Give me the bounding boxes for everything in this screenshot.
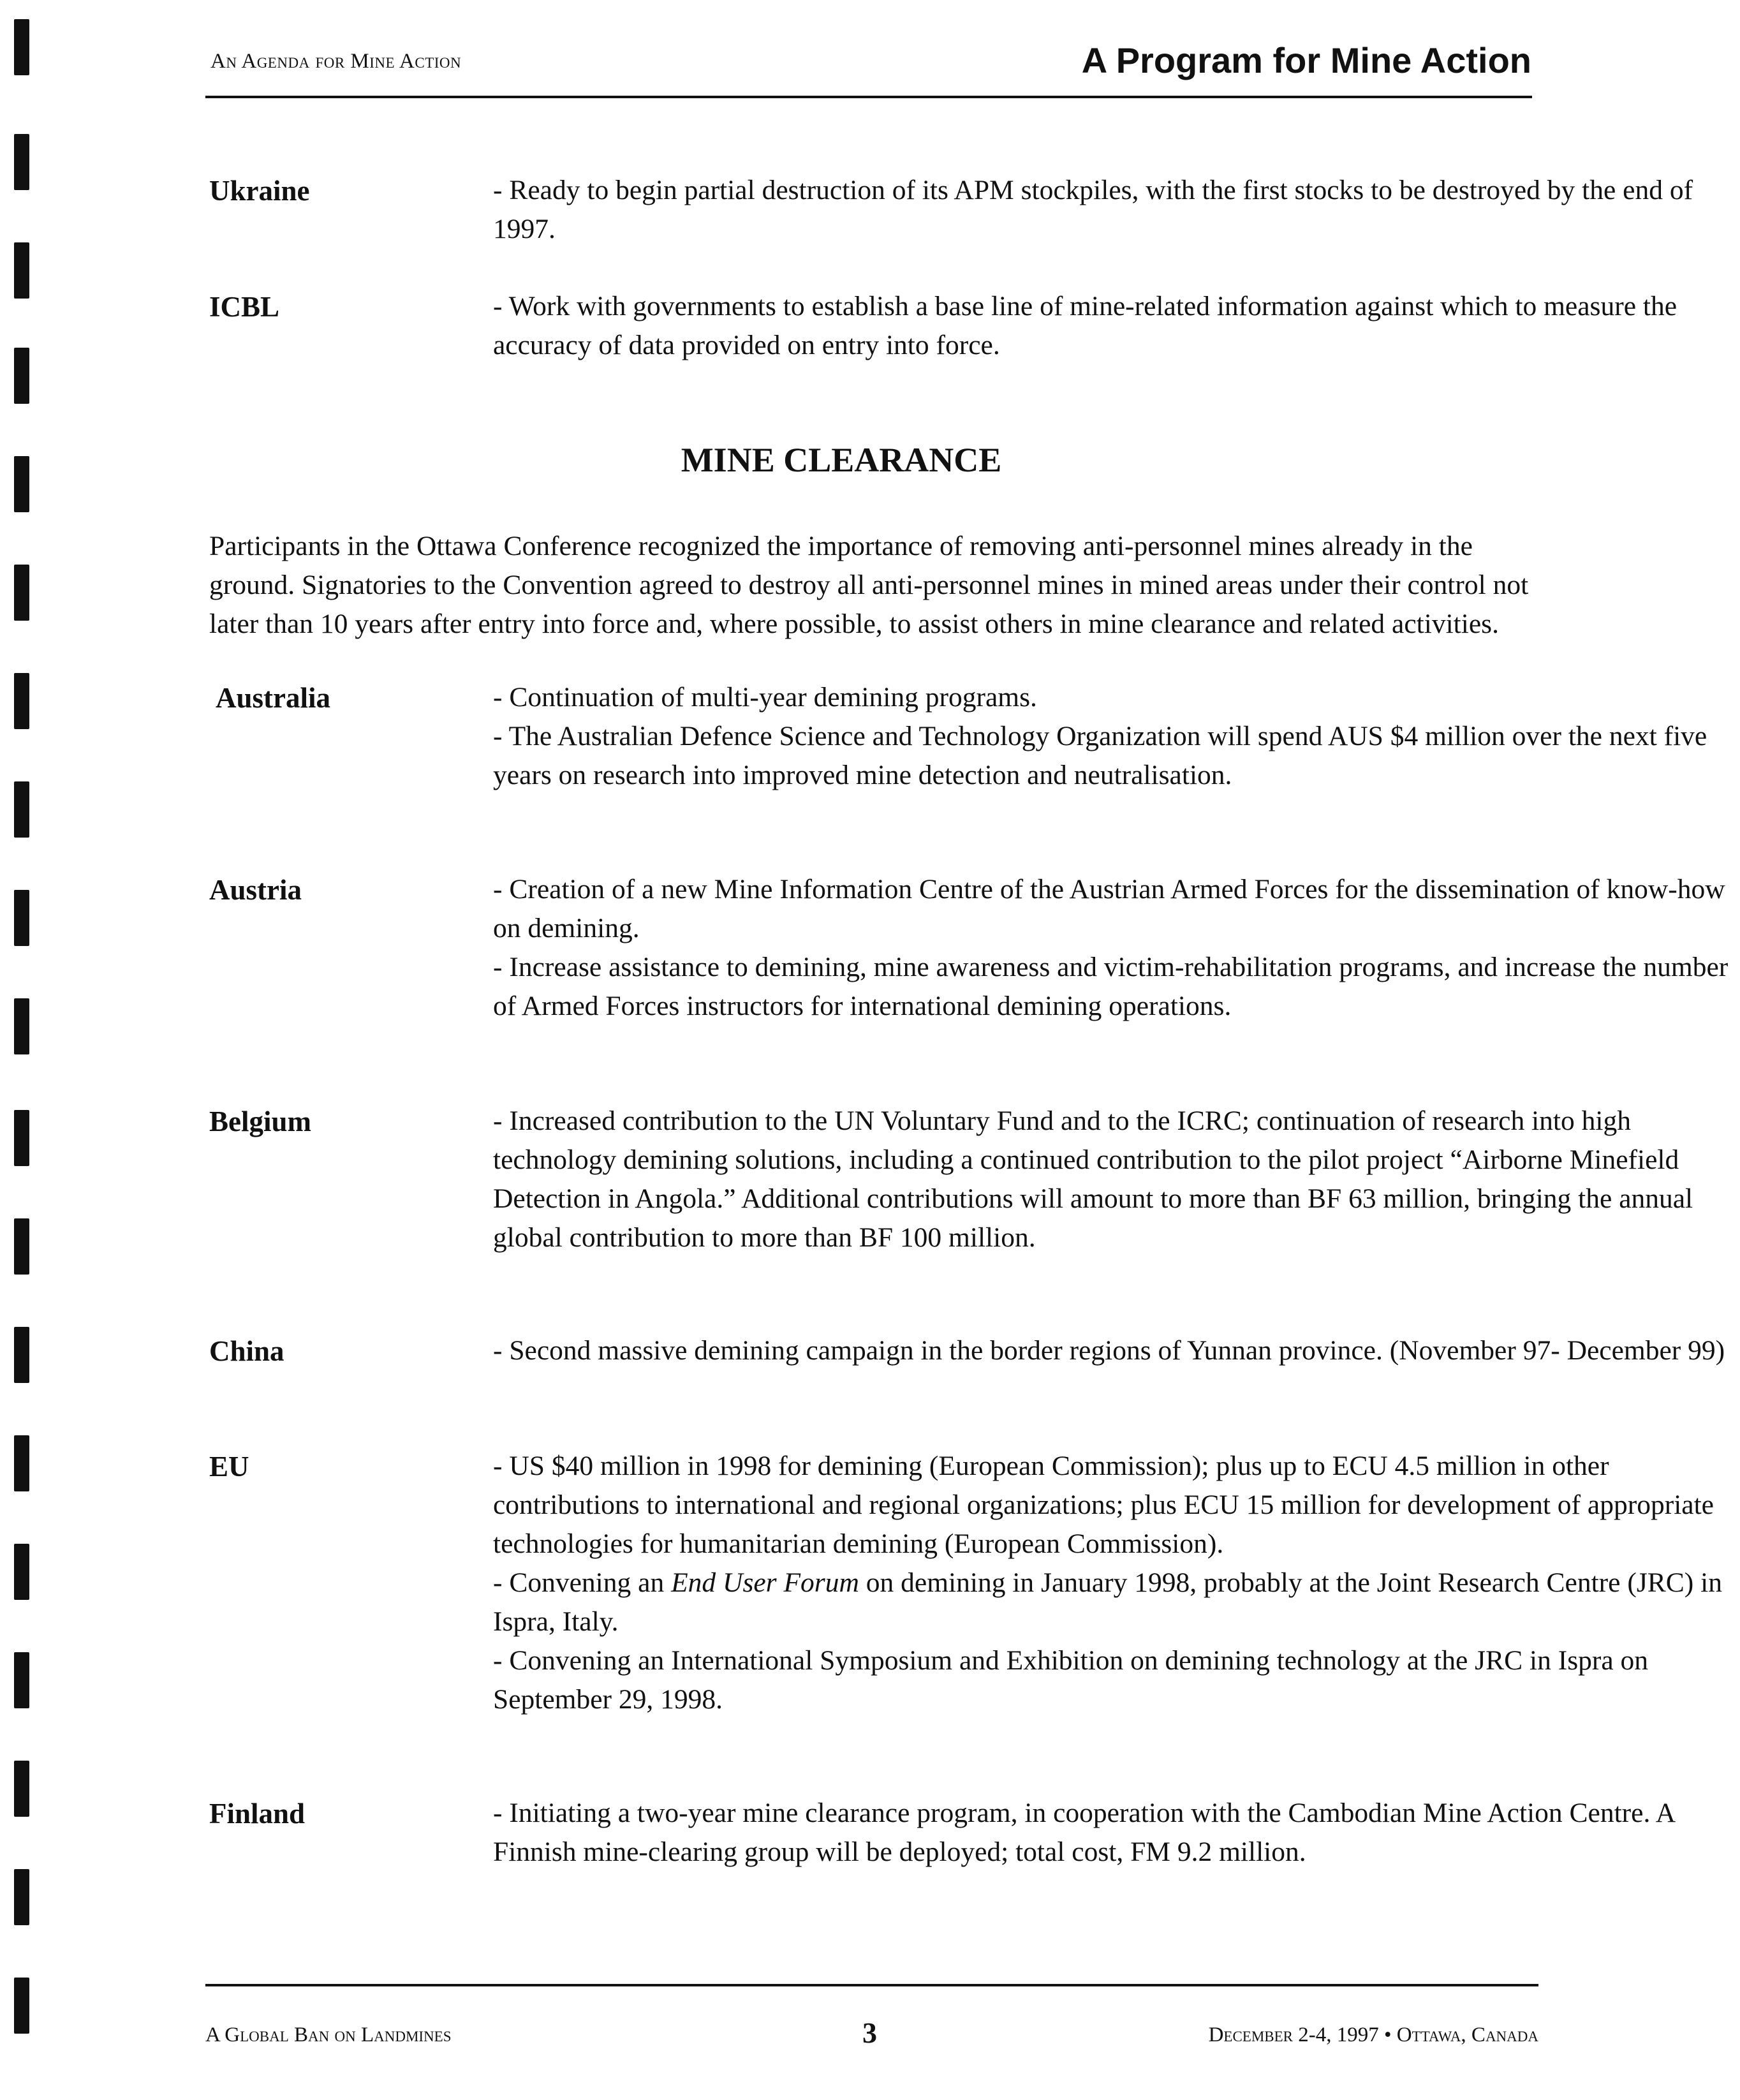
binder-hole bbox=[14, 1327, 29, 1383]
intro-paragraph: Participants in the Ottawa Conference recognized the importance of removing anti-personnel mines already in the ground. Signatories to the Convention agreed to destroy all anti-personnel mines in mined areas under their control not later than 10 years after entry into force and, where possible, to assist others in mine clearance and related activities. bbox=[209, 531, 1529, 639]
country-name: Austria bbox=[209, 874, 302, 906]
binder-hole bbox=[14, 242, 29, 299]
commitment-paragraph: - Work with governments to establish a base line of mine-related information against which to measure the accuracy of data provided on entry into force. bbox=[493, 291, 1677, 360]
italic-phrase: End User Forum bbox=[671, 1567, 859, 1598]
country-name: Ukraine bbox=[209, 175, 310, 207]
binder-hole bbox=[14, 673, 29, 729]
binder-hole bbox=[14, 1435, 29, 1491]
running-footer-right: December 2-4, 1997 • Ottawa, Canada bbox=[1208, 2023, 1538, 2046]
country-name: Belgium bbox=[209, 1105, 312, 1137]
binder-hole bbox=[14, 134, 29, 190]
binder-hole bbox=[14, 1218, 29, 1275]
binder-hole bbox=[14, 1652, 29, 1708]
running-header-left: An Agenda for Mine Action bbox=[210, 50, 462, 73]
commitment-paragraph: - Increase assistance to demining, mine awareness and victim-rehabilitation programs, and increase the number of Armed Forces instructors for international demining operations. bbox=[493, 952, 1729, 1021]
commitment-paragraph: - Second massive demining campaign in the border regions of Yunnan province. (November 97- December 99) bbox=[493, 1335, 1725, 1366]
binder-hole bbox=[14, 565, 29, 621]
binder-hole bbox=[14, 19, 29, 75]
commitment-description bbox=[493, 1331, 1740, 1370]
binder-hole bbox=[14, 890, 29, 946]
country-name: Finland bbox=[209, 1798, 306, 1830]
binder-hole bbox=[14, 1544, 29, 1600]
binder-margin bbox=[14, 0, 31, 2100]
running-footer-left: A Global Ban on Landmines bbox=[205, 2023, 452, 2046]
commitment-paragraph: - Convening an End User Forum on demining in January 1998, probably at the Joint Research Centre (JRC) in Ispra, Italy. bbox=[493, 1567, 1722, 1637]
section-heading: MINE CLEARANCE bbox=[681, 441, 1002, 479]
binder-hole bbox=[14, 1978, 29, 2034]
page-number: 3 bbox=[862, 2016, 877, 2049]
binder-hole bbox=[14, 998, 29, 1054]
country-name: ICBL bbox=[209, 291, 280, 323]
commitment-paragraph: - Creation of a new Mine Information Centre of the Austrian Armed Forces for the dissemination of know-how on demining. bbox=[493, 874, 1725, 943]
binder-hole bbox=[14, 1869, 29, 1925]
section-intro bbox=[209, 527, 1536, 644]
commitment-paragraph: - Increased contribution to the UN Voluntary Fund and to the ICRC; continuation of research into high technology demining solutions, including a continued contribution to the pilot project “Airborne Minefield Detection in Angola.” Additional contributions will amount to more than BF 63 million, bringing the annual global contribution to more than BF 100 million. bbox=[493, 1105, 1693, 1253]
commitment-paragraph: - Continuation of multi-year demining programs. bbox=[493, 682, 1037, 713]
commitment-paragraph: - Ready to begin partial destruction of its APM stockpiles, with the first stocks to be destroyed by the end of 1997. bbox=[493, 175, 1693, 244]
binder-hole bbox=[14, 781, 29, 838]
footer-divider bbox=[205, 1984, 1538, 1986]
commitment-description bbox=[493, 287, 1740, 365]
running-header-title: A Program for Mine Action bbox=[1081, 40, 1531, 80]
commitment-paragraph: - Convening an International Symposium and Exhibition on demining technology at the JRC in Ispra on September 29, 1998. bbox=[493, 1645, 1649, 1715]
commitment-description bbox=[493, 870, 1740, 1026]
binder-hole bbox=[14, 1110, 29, 1166]
commitment-paragraph: - Initiating a two-year mine clearance program, in cooperation with the Cambodian Mine Action Centre. A Finnish mine-clearing group will be deployed; total cost, FM 9.2 million. bbox=[493, 1798, 1674, 1867]
commitment-paragraph: - The Australian Defence Science and Technology Organization will spend AUS $4 million over the next five years on research into improved mine detection and neutralisation. bbox=[493, 721, 1707, 790]
country-name: China bbox=[209, 1335, 284, 1367]
commitment-description bbox=[493, 1794, 1740, 1872]
binder-hole bbox=[14, 1761, 29, 1817]
commitment-description bbox=[493, 1102, 1740, 1257]
commitment-description bbox=[493, 678, 1740, 795]
header-divider bbox=[205, 96, 1532, 98]
commitment-description bbox=[493, 171, 1740, 249]
commitment-description bbox=[493, 1447, 1740, 1719]
country-name: Australia bbox=[216, 682, 330, 714]
binder-hole bbox=[14, 348, 29, 404]
commitment-paragraph: - US $40 million in 1998 for demining (European Commission); plus up to ECU 4.5 million in other contributions to international and regional organizations; plus ECU 15 million for development of appropriate technologies for humanitarian demining (European Commission). bbox=[493, 1451, 1714, 1559]
country-name: EU bbox=[209, 1451, 249, 1483]
